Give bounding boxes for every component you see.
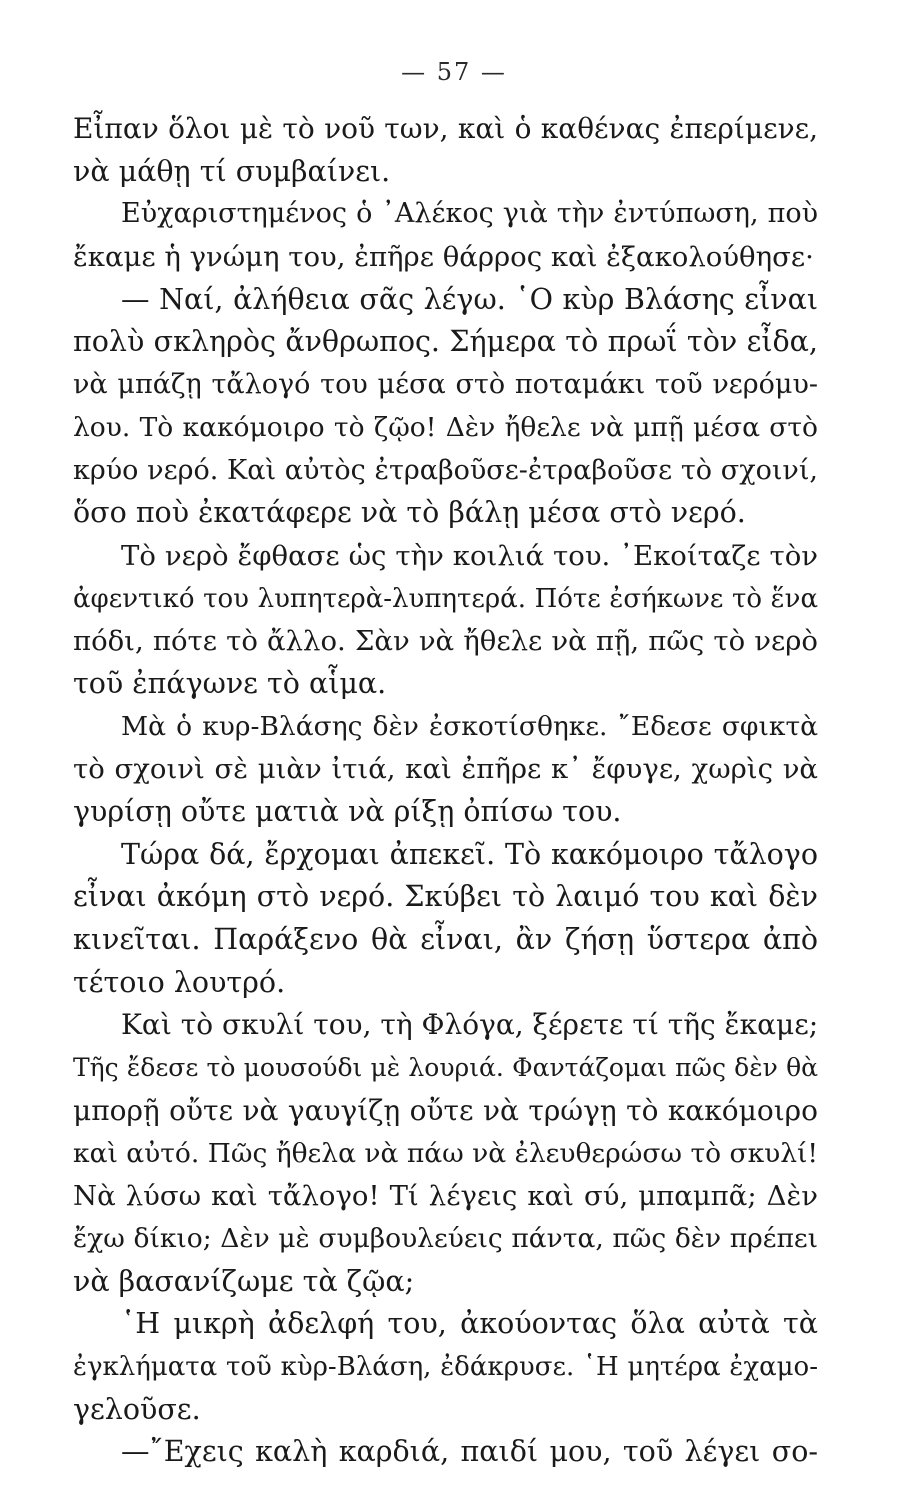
- text-line: τέτοιο λουτρό.: [73, 965, 286, 999]
- text-line: ἔκαμε ἡ γνώμη του, ἐπῆρε θάρρος καὶ ἐξακολούθησε·: [73, 241, 814, 274]
- text-line: νὰ βασανίζωμε τὰ ζῷα;: [73, 1264, 415, 1298]
- text-line: Μὰ ὁ κυρ-Βλάσης δὲν ἐσκοτίσθηκε. ῎Εδεσε σφικτὰ: [121, 710, 818, 742]
- text-line: μπορῇ οὔτε νὰ γαυγίζῃ οὔτε νὰ τρώγῃ τὸ κακόμοιρο: [73, 1093, 818, 1127]
- text-line: ὅσο ποὺ ἐκατάφερε νὰ τὸ βάλῃ μέσα στὸ νερό.: [73, 496, 746, 530]
- text-line: — Ναί, ἀλήθεια σᾶς λέγω. ῾Ο κὺρ Βλάσης εἶναι: [121, 282, 818, 316]
- text-line: ἔχω δίκιο; Δὲν μὲ συμβουλεύεις πάντα, πῶς δὲν πρέπει: [73, 1222, 818, 1254]
- text-line: Εἶπαν ὅλοι μὲ τὸ νοῦ των, καὶ ὁ καθένας ἐπερίμενε,: [73, 112, 818, 145]
- text-line: λου. Τὸ κακόμοιρο τὸ ζῷο! Δὲν ἤθελε νὰ μπῇ μέσα στὸ: [73, 411, 818, 443]
- text-line: κρύο νερό. Καὶ αὐτὸς ἐτραβοῦσε-ἐτραβοῦσε τὸ σχοινί,: [73, 454, 818, 486]
- text-line: πολὺ σκληρὸς ἄνθρωπος. Σήμερα τὸ πρωΐ τὸν εἶδα,: [73, 325, 818, 359]
- text-line: Τώρα δά, ἔρχομαι ἀπεκεῖ. Τὸ κακόμοιρο τἄλογο: [121, 837, 818, 871]
- text-line: εἶναι ἀκόμη στὸ νερό. Σκύβει τὸ λαιμό του καὶ δὲν: [73, 880, 818, 914]
- text-line: κινεῖται. Παράξενο θὰ εἶναι, ἂν ζήσῃ ὕστερα ἀπὸ: [73, 923, 818, 957]
- text-line: νὰ μπάζῃ τἄλογό του μέσα στὸ ποταμάκι τοῦ νερόμυ-: [73, 369, 818, 401]
- text-line: καὶ αὐτό. Πῶς ἤθελα νὰ πάω νὰ ἐλευθερώσω τὸ σκυλί!: [73, 1137, 819, 1169]
- text-line: γυρίσῃ οὔτε ματιὰ νὰ ρίξῃ ὀπίσω του.: [73, 795, 622, 828]
- text-line: πόδι, πότε τὸ ἄλλο. Σὰν νὰ ἤθελε νὰ πῇ, πῶς τὸ νερὸ: [73, 625, 818, 658]
- text-line: Εὐχαριστημένος ὁ ᾿Αλέκος γιὰ τὴν ἐντύπωση, ποὺ: [121, 198, 818, 230]
- text-line: τοῦ ἐπάγωνε τὸ αἷμα.: [73, 666, 387, 700]
- text-line: ῾Η μικρὴ ἀδελφή του, ἀκούοντας ὅλα αὐτὰ τὰ: [121, 1307, 818, 1341]
- text-line: —῎Εχεις καλὴ καρδιά, παιδί μου, τοῦ λέγει σο-: [121, 1435, 818, 1469]
- text-line: Νὰ λύσω καὶ τἄλογο! Τί λέγεις καὶ σύ, μπαμπᾶ; Δὲν: [73, 1180, 818, 1213]
- text-line: ἀφεντικό του λυπητερὰ-λυπητερά. Πότε ἐσήκωνε τὸ ἕνα: [73, 583, 818, 614]
- body-text: [73, 108, 818, 1474]
- text-line: τὸ σχοινὶ σὲ μιὰν ἰτιά, καὶ ἐπῆρε κ᾿ ἔφυγε, χωρὶς νὰ: [73, 753, 818, 786]
- text-line: γελοῦσε.: [73, 1392, 201, 1426]
- text-line: ἐγκλήματα τοῦ κὺρ-Βλάση, ἐδάκρυσε. ῾Η μητέρα ἐχαμο-: [73, 1351, 818, 1382]
- text-line: νὰ μάθῃ τί συμβαίνει.: [73, 154, 391, 188]
- text-line: Τῆς ἔδεσε τὸ μουσούδι μὲ λουριά. Φαντάζομαι πῶς δὲν θὰ: [73, 1053, 818, 1083]
- text-line: Καὶ τὸ σκυλί του, τὴ Φλόγα, ξέρετε τί τῆς ἔκαμε;: [121, 1008, 819, 1042]
- text-line: Τὸ νερὸ ἔφθασε ὡς τὴν κοιλιά του. ᾿Εκοίταζε τὸν: [121, 539, 818, 572]
- page-number: — 57 —: [401, 58, 507, 86]
